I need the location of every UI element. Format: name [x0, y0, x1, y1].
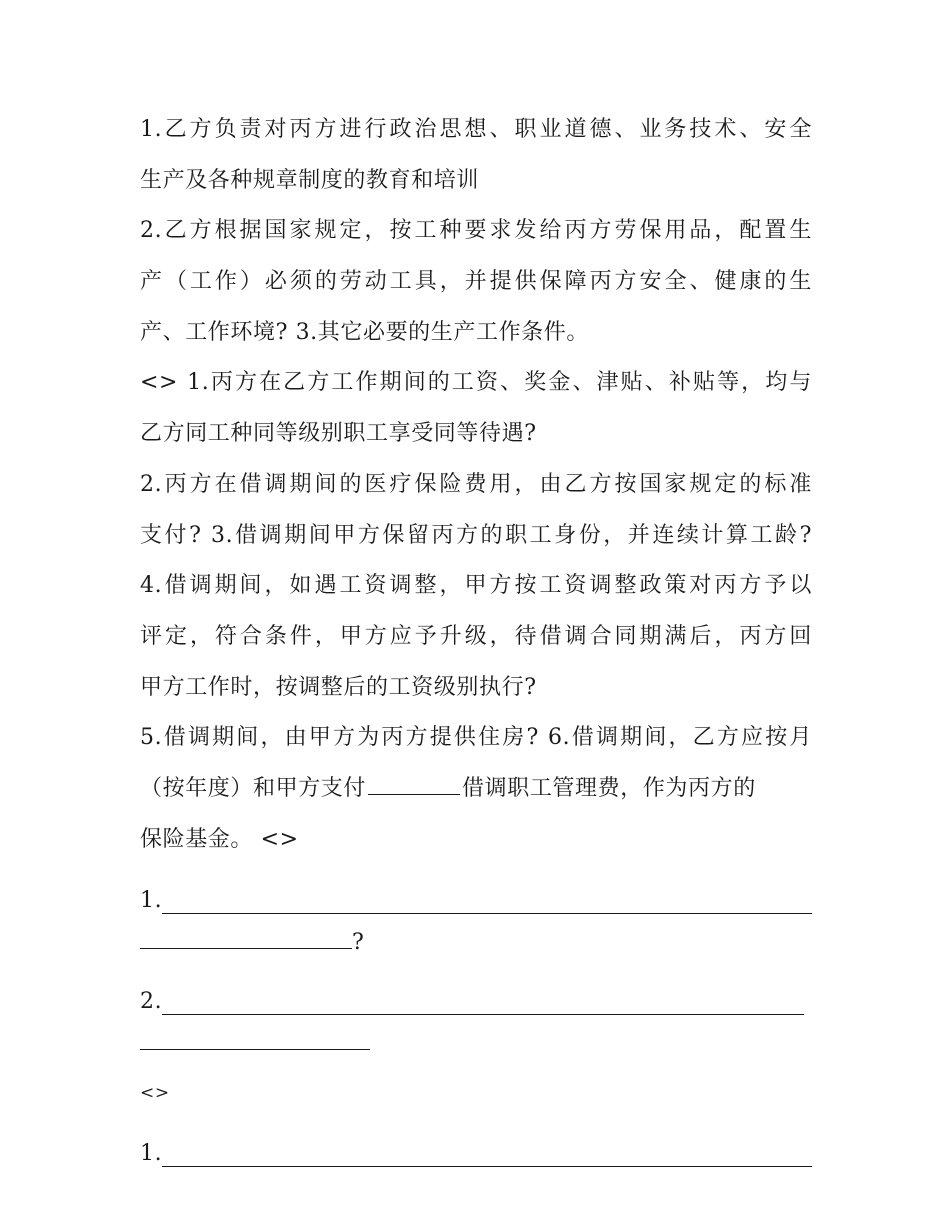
- fee-amount-blank[interactable]: [368, 770, 460, 795]
- blank-fill-line[interactable]: [162, 1139, 812, 1167]
- blank-item-number: 2.: [140, 989, 163, 1015]
- blank-fill-line[interactable]: [162, 886, 812, 914]
- fee-line: [140, 769, 812, 820]
- text-line: 4.借调期间，如遇工资调整，甲方按工资调整政策对丙方予以: [140, 573, 812, 599]
- text-line: <> 1.丙方在乙方工作期间的工资、奖金、津贴、补贴等，均与: [140, 370, 812, 396]
- blank-item-2-continuation: [140, 1022, 812, 1073]
- fee-line-before: （按年度）和甲方支付: [140, 775, 367, 801]
- blank-fill-line[interactable]: [140, 921, 352, 949]
- blank-item-2: [140, 972, 812, 1023]
- blank-fill-line[interactable]: [162, 987, 804, 1015]
- text-line: 5.借调期间，由甲方为丙方提供住房? 6.借调期间，乙方应按月: [140, 725, 812, 751]
- blank-fill-line[interactable]: [140, 1022, 370, 1050]
- document-page: [140, 110, 812, 1174]
- text-line: 产、工作环境? 3.其它必要的生产工作条件。: [140, 319, 589, 345]
- blank-item-3: [140, 1124, 812, 1175]
- blank-item-number: 1.: [140, 1141, 163, 1167]
- blank-item-1-continuation: [140, 921, 812, 972]
- text-line: 支付? 3.借调期间甲方保留丙方的职工身份，并连续计算工龄?: [140, 522, 812, 548]
- text-line: 甲方工作时，按调整后的工资级别执行?: [140, 674, 537, 700]
- text-line: 评定，符合条件，甲方应予升级，待借调合同期满后，丙方回: [140, 623, 812, 649]
- text-line: 生产及各种规章制度的教育和培训: [140, 167, 480, 193]
- blank-end-mark: ?: [352, 930, 365, 955]
- text-line: 乙方同工种同等级别职工享受同等待遇?: [140, 421, 537, 447]
- text-line: 产（工作）必须的劳动工具，并提供保障丙方安全、健康的生: [140, 269, 812, 295]
- section-marker: <>: [140, 1083, 170, 1104]
- blank-item-number: 1.: [140, 888, 163, 913]
- text-line: 1.乙方负责对丙方进行政治思想、职业道德、业务技术、安全: [140, 117, 812, 142]
- text-line: 2.乙方根据国家规定，按工种要求发给丙方劳保用品，配置生: [140, 218, 812, 244]
- fee-line-after: 借调职工管理费，作为丙方的: [462, 775, 756, 801]
- insurance-line: 保险基金。 <>: [140, 826, 299, 852]
- text-line: 2.丙方在借调期间的医疗保险费用，由乙方按国家规定的标准: [140, 471, 812, 497]
- blank-item-1: [140, 870, 812, 921]
